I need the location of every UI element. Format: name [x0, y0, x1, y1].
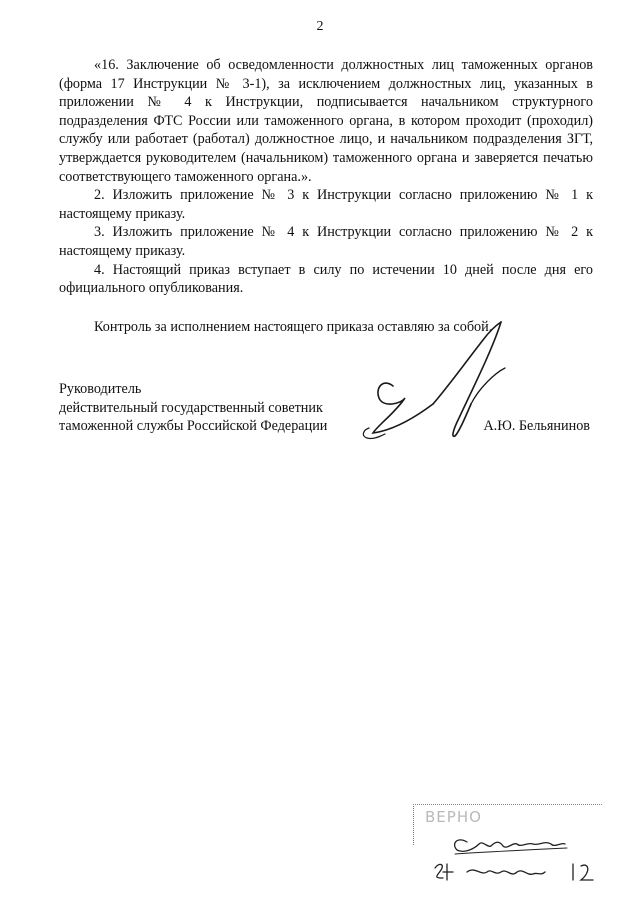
certification-stamp: [395, 792, 610, 892]
signatory-title-line2: действительный государственный советник: [59, 399, 323, 416]
signatory-name: А.Ю. Бельянинов: [483, 418, 590, 434]
paragraph-4: 4. Настоящий приказ вступает в силу по истечении 10 дней после дня его официального опубликования.: [59, 261, 593, 297]
page-number: 2: [316, 19, 324, 34]
paragraph-16: «16. Заключение об осведомленности должностных лиц таможенных органов (форма 17 Инструкции № 3-1), за исключением должностных лиц, указанных в приложении № 4 к Инструкции, подписывается начальником структурного подразделения ФТС России или таможенного органа, в котором проходит (проходил) службу или работает (работал) должностное лицо, и начальником подразделения ЗГТ, утверждается руководителем (начальником) таможенного органа и заверяется печатью соответствующего таможенного органа.».: [59, 57, 593, 185]
order-body: [59, 56, 593, 298]
signatory-title-line1: Руководитель: [59, 381, 142, 397]
handwritten-certification: [395, 792, 610, 892]
stamp-text: ВЕРНО: [425, 808, 482, 826]
signatory-title: [59, 380, 327, 436]
paragraph-2: 2. Изложить приложение № 3 к Инструкции согласно приложению № 1 к настоящему приказу.: [59, 187, 593, 222]
handwritten-signature: [355, 318, 545, 448]
control-statement: Контроль за исполнением настоящего приказа оставляю за собой.: [94, 319, 493, 335]
paragraph-3: 3. Изложить приложение № 4 к Инструкции согласно приложению № 2 к настоящему приказу.: [59, 224, 593, 259]
signatory-title-line3: таможенной службы Российской Федерации: [59, 418, 328, 435]
